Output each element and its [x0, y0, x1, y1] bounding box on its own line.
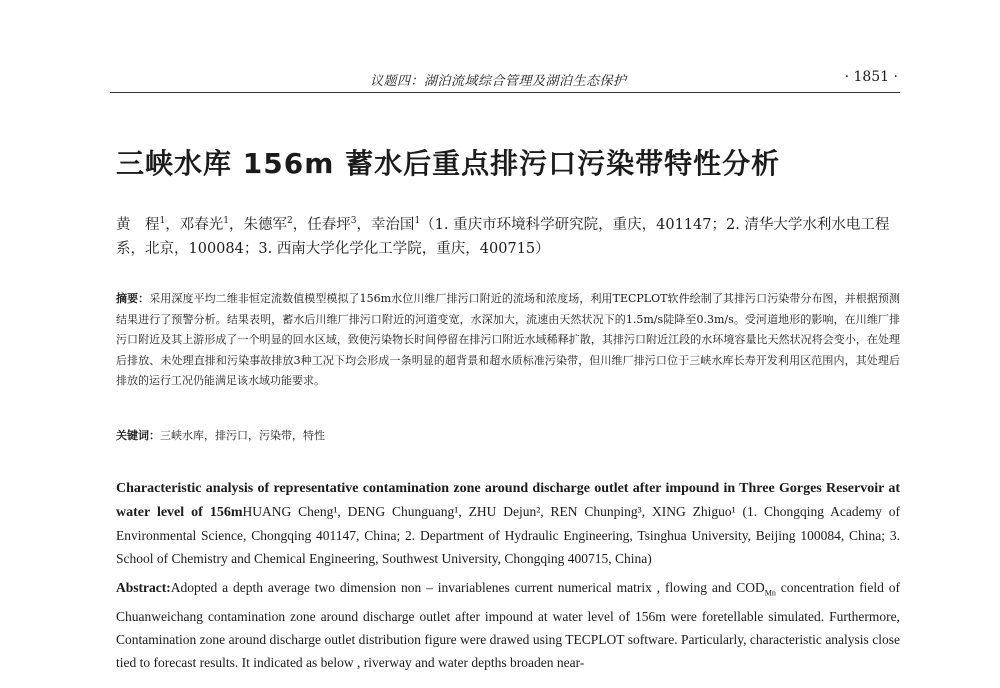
- author-name: ，朱德军: [228, 216, 287, 233]
- author-name: ，任春坪: [292, 216, 351, 233]
- cod-subscript: Mn: [764, 588, 776, 598]
- author-affil-mark: 3: [350, 216, 357, 226]
- english-abstract-text-cont: concentration field of Chuanweichang contamination zone around discharge outlet after impound at water level of 156m were foretellable simulated. Furthermore, Contamination zone around discharge outlet distribution figure were drawed using TECPLOT software. Particularly, characteristic analysis close tied to forecast results. It indicated as below , riverway and water depths broaden near-: [116, 580, 901, 670]
- affiliations-cn: （1. 重庆市环境科学研究院，重庆，401147；2. 清华大学水利水电工程系，北京，100084；3. 西南大学化学化工学院，重庆，400715）: [116, 216, 890, 257]
- keywords-cn: [116, 426, 900, 446]
- keywords-cn-text: 三峡水库，排污口，污染带，特性: [160, 429, 325, 442]
- english-abstract-label: Abstract:: [116, 580, 171, 595]
- abstract-cn-text: 采用深度平均二维非恒定流数值模型模拟了156m水位川维厂排污口附近的流场和浓度场，利用TECPLOT软件绘制了其排污口污染带分布图，并根据预测结果进行了预警分析。结果表明，蓄水后川维厂排污口附近的河道变宽，水深加大，流速由天然状况下的1.5m/s陡降至0.3m/s。受河道地形的影响，在川维厂排污口附近及其上游形成了一个明显的回水区域，致使污染物长时间停留在排污口附近水域稀释扩散，其排污口附近江段的水环境容量比天然状况将会变小，在处理后排放、未处理直排和污染事故排放3种工况下均会形成一条明显的超背景和超水质标准污染带，但川维厂排污口位于三峡水库长寿开发利用区范围内，其处理后排放的运行工况仍能满足该水域功能要求。: [116, 292, 900, 387]
- author-block-cn: [116, 209, 906, 261]
- abstract-cn-label: 摘要：: [116, 292, 150, 305]
- author-affil-mark: 2: [286, 216, 293, 226]
- english-abstract-text: Adopted a depth average two dimension non – invariablenes current numerical matrix , flowing and COD: [170, 580, 765, 595]
- author-name: ，幸治国: [356, 216, 415, 233]
- abstract-cn: [116, 289, 900, 392]
- author-name: ，邓春光: [165, 216, 224, 233]
- english-title: Characteristic analysis of representative contamination zone around discharge outlet after impound in Three Gorges Reservoir at water level of 156m: [116, 481, 900, 520]
- header-section-title: 议题四：湖泊流域综合管理及湖泊生态保护: [370, 74, 627, 89]
- author-affil-mark: 1: [223, 216, 229, 226]
- keywords-cn-label: 关键词：: [116, 429, 160, 442]
- english-abstract: [116, 576, 900, 674]
- english-section: [116, 476, 900, 674]
- english-title-authors: [116, 476, 900, 570]
- author-name: 黄 程: [116, 216, 160, 233]
- english-authors-affiliations: HUANG Cheng¹, DENG Chunguang¹, ZHU Dejun², REN Chunping³, XING Zhiguo¹ (1. Chongqing Academy of Environmental Science, Chongqing 401147, China; 2. Department of Hydraulic Engineering, Tsinghua University, Beijing 100084, China; 3. School of Chemistry and Chemical Engineering, Southwest University, Chongqing 400715, China): [116, 504, 900, 566]
- author-affil-mark: 1: [414, 216, 421, 226]
- author-affil-mark: 1: [159, 216, 166, 226]
- page-number: · 1851 ·: [844, 69, 898, 85]
- paper-title: 三峡水库 156m 蓄水后重点排污口污染带特性分析: [116, 147, 781, 180]
- running-header: [110, 66, 900, 93]
